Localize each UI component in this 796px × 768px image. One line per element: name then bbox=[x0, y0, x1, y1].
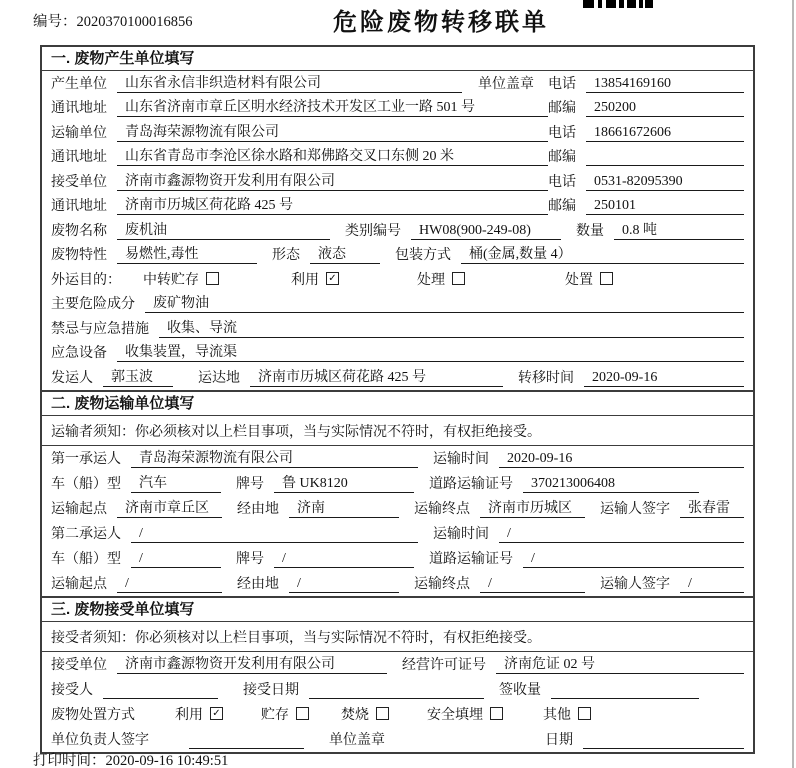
receiver-label: 接受单位 bbox=[51, 174, 107, 190]
time2-label: 运输时间 bbox=[433, 526, 489, 542]
row-waste-character bbox=[42, 243, 753, 268]
section2-header: 二. 废物运输单位填写 bbox=[42, 392, 753, 416]
row-waste-name bbox=[42, 218, 753, 243]
row-emergency-equipment bbox=[42, 341, 753, 366]
checkbox-item-other bbox=[543, 704, 591, 724]
unit-seal2-label: 单位盖章 bbox=[329, 732, 385, 748]
character-label: 废物特性 bbox=[51, 248, 107, 263]
unit-seal-label: 单位盖章 bbox=[478, 76, 534, 92]
checkbox-item-landfill bbox=[427, 704, 503, 724]
recipient-field bbox=[103, 683, 218, 699]
print-time bbox=[33, 749, 228, 768]
vehicle2-field: / bbox=[131, 551, 221, 568]
row-transfer-purpose bbox=[42, 267, 753, 292]
time1-field: 2020-09-16 bbox=[499, 451, 744, 468]
receive-date-label: 接受日期 bbox=[243, 682, 299, 698]
producer-field: 山东省永信非织造材料有限公司 bbox=[117, 76, 462, 93]
zip2-label: 邮编 bbox=[548, 150, 576, 165]
row-transporter-address bbox=[42, 145, 753, 170]
row-hazard-component bbox=[42, 292, 753, 317]
plate1-label: 牌号 bbox=[236, 476, 264, 492]
disposal-label: 废物处置方式 bbox=[51, 707, 135, 723]
transit-storage-label: 中转贮存 bbox=[143, 272, 199, 288]
addr1-label: 通讯地址 bbox=[51, 101, 107, 116]
transporter-label: 运输单位 bbox=[51, 125, 107, 141]
transfer-time-label: 转移时间 bbox=[518, 370, 574, 386]
consignor-label: 发运人 bbox=[51, 370, 93, 386]
row-vehicle2 bbox=[42, 546, 753, 571]
qr-code-fragment bbox=[583, 0, 653, 8]
category-field: HW08(900-249-08) bbox=[411, 223, 561, 240]
use-checkbox: ✓ bbox=[326, 272, 339, 285]
packing-field: 桶(金属,数量 4） bbox=[461, 247, 744, 264]
vehicle1-field: 汽车 bbox=[131, 476, 221, 493]
phone3-label: 电话 bbox=[548, 174, 576, 190]
sign2-label: 运输人签字 bbox=[600, 576, 670, 592]
character-field: 易燃性,毒性 bbox=[117, 247, 257, 264]
print-time-label: 打印时间： bbox=[33, 753, 106, 768]
transporter-field: 青岛海荣源物流有限公司 bbox=[117, 125, 548, 142]
permit2-field: / bbox=[523, 551, 744, 568]
section-transporter bbox=[42, 390, 753, 596]
checkbox-item-treat bbox=[417, 269, 465, 289]
burn-label: 焚烧 bbox=[341, 707, 369, 723]
taboo-label: 禁忌与应急措施 bbox=[51, 321, 149, 337]
zip1-field: 250200 bbox=[586, 100, 744, 117]
use2-checkbox: ✓ bbox=[210, 707, 223, 720]
unit-label: 接受单位 bbox=[51, 657, 107, 673]
plate2-field: / bbox=[274, 551, 414, 568]
via1-field: 济南 bbox=[289, 501, 399, 518]
carrier1-field: 青岛海荣源物流有限公司 bbox=[131, 451, 418, 468]
checkbox-item-dispose bbox=[565, 269, 613, 289]
checkbox-item-store bbox=[261, 704, 309, 724]
recipient-label: 接受人 bbox=[51, 682, 93, 698]
end1-field: 济南市历城区 bbox=[480, 501, 585, 518]
row-consignor bbox=[42, 365, 753, 390]
carrier2-label: 第二承运人 bbox=[51, 526, 121, 542]
via2-field: / bbox=[289, 576, 399, 593]
permit1-label: 道路运输证号 bbox=[429, 476, 513, 492]
phone3-field: 0531-82095390 bbox=[586, 174, 744, 191]
serial-value: 2020370100016856 bbox=[76, 14, 193, 30]
unit-field: 济南市鑫源物资开发利用有限公司 bbox=[117, 657, 387, 674]
section-receiver bbox=[42, 596, 753, 752]
phone1-label: 电话 bbox=[548, 76, 576, 92]
checkbox-item-burn bbox=[341, 704, 389, 724]
transfer-time-field: 2020-09-16 bbox=[584, 370, 744, 387]
zip3-label: 邮编 bbox=[548, 199, 576, 214]
waste-name-field: 废机油 bbox=[117, 223, 330, 240]
row-receiving-unit bbox=[42, 652, 753, 677]
origin1-label: 运输起点 bbox=[51, 501, 107, 517]
addr2-field: 山东省青岛市李沧区徐水路和郑佛路交叉口东侧 20 米 bbox=[117, 149, 548, 166]
permit1-field: 370213006408 bbox=[523, 476, 699, 493]
equip-label: 应急设备 bbox=[51, 346, 107, 361]
row-responsible-signature bbox=[42, 727, 753, 752]
receiver-field: 济南市鑫源物资开发利用有限公司 bbox=[117, 174, 548, 191]
waste-name-label: 废物名称 bbox=[51, 223, 107, 239]
use-label: 利用 bbox=[291, 272, 319, 288]
end1-label: 运输终点 bbox=[414, 501, 470, 517]
amount-label: 签收量 bbox=[499, 682, 541, 698]
row-producer-address bbox=[42, 96, 753, 121]
sign-field bbox=[189, 733, 304, 749]
serial-label: 编号： bbox=[33, 14, 77, 30]
end2-label: 运输终点 bbox=[414, 576, 470, 592]
burn-checkbox bbox=[376, 707, 389, 720]
form-field: 液态 bbox=[310, 247, 380, 264]
row-taboo-measures bbox=[42, 316, 753, 341]
sign-label: 单位负责人签字 bbox=[51, 732, 149, 748]
equip-field: 收集装置，导流渠 bbox=[117, 345, 744, 362]
row-route2 bbox=[42, 571, 753, 596]
license-label: 经营许可证号 bbox=[402, 657, 486, 673]
carrier1-label: 第一承运人 bbox=[51, 451, 121, 467]
origin2-field: / bbox=[117, 576, 222, 593]
origin1-field: 济南市章丘区 bbox=[117, 501, 222, 518]
time2-field: / bbox=[499, 526, 744, 543]
plate2-label: 牌号 bbox=[236, 551, 264, 567]
vehicle1-label: 车（船）型 bbox=[51, 476, 121, 492]
other-checkbox bbox=[578, 707, 591, 720]
landfill-label: 安全填埋 bbox=[427, 707, 483, 723]
plate1-field: 鲁 UK8120 bbox=[274, 476, 414, 493]
addr3-field: 济南市历城区荷花路 425 号 bbox=[117, 198, 548, 215]
origin2-label: 运输起点 bbox=[51, 576, 107, 592]
use2-label: 利用 bbox=[175, 707, 203, 723]
row-recipient bbox=[42, 677, 753, 702]
section1-header: 一. 废物产生单位填写 bbox=[42, 47, 753, 71]
date2-label: 日期 bbox=[545, 732, 573, 748]
row-vehicle1 bbox=[42, 471, 753, 496]
form-label: 形态 bbox=[272, 248, 300, 263]
hazard-label: 主要危险成分 bbox=[51, 297, 135, 312]
checkbox-item-use bbox=[291, 269, 339, 289]
page-edge-divider bbox=[792, 0, 794, 768]
sign2-field: / bbox=[680, 576, 744, 593]
landfill-checkbox bbox=[490, 707, 503, 720]
consignor-field: 郭玉波 bbox=[103, 370, 173, 387]
purpose-label: 外运目的： bbox=[51, 272, 121, 288]
dest-label: 运达地 bbox=[198, 370, 240, 386]
store-checkbox bbox=[296, 707, 309, 720]
form-table bbox=[40, 45, 755, 754]
section-producer bbox=[42, 47, 753, 390]
category-label: 类别编号 bbox=[345, 223, 401, 239]
print-time-value: 2020-09-16 10:49:51 bbox=[105, 753, 229, 768]
dispose-label: 处置 bbox=[565, 272, 593, 288]
row-first-carrier bbox=[42, 446, 753, 471]
addr1-field: 山东省济南市章丘区明水经济技术开发区工业一路 501 号 bbox=[117, 100, 548, 117]
dest-field: 济南市历城区荷花路 425 号 bbox=[250, 370, 503, 387]
taboo-field: 收集、导流 bbox=[159, 321, 744, 338]
row-second-carrier bbox=[42, 521, 753, 546]
dispose-checkbox bbox=[600, 272, 613, 285]
via2-label: 经由地 bbox=[237, 576, 279, 592]
time1-label: 运输时间 bbox=[433, 451, 489, 467]
hazard-field: 废矿物油 bbox=[145, 296, 744, 313]
row-transporter bbox=[42, 120, 753, 145]
date2-field bbox=[583, 733, 744, 749]
treat-checkbox bbox=[452, 272, 465, 285]
row-route1 bbox=[42, 496, 753, 521]
zip1-label: 邮编 bbox=[548, 101, 576, 116]
license-field: 济南危证 02 号 bbox=[496, 657, 744, 674]
transit-storage-checkbox bbox=[206, 272, 219, 285]
permit2-label: 道路运输证号 bbox=[429, 551, 513, 567]
receive-date-field bbox=[309, 683, 484, 699]
zip2-field bbox=[586, 150, 744, 166]
packing-label: 包装方式 bbox=[395, 248, 451, 263]
row-disposal-method bbox=[42, 702, 753, 727]
transporter-notice: 运输者须知：你必须核对以上栏目事项，当与实际情况不符时，有权拒绝接受。 bbox=[42, 416, 753, 446]
sign1-field: 张春雷 bbox=[680, 501, 744, 518]
via1-label: 经由地 bbox=[237, 501, 279, 517]
qty-label: 数量 bbox=[576, 223, 604, 239]
end2-field: / bbox=[480, 576, 585, 593]
phone1-field: 13854169160 bbox=[586, 76, 744, 93]
vehicle2-label: 车（船）型 bbox=[51, 551, 121, 567]
page-title: 危险废物转移联单 bbox=[333, 9, 549, 36]
carrier2-field: / bbox=[131, 526, 418, 543]
amount-field bbox=[551, 683, 699, 699]
store-label: 贮存 bbox=[261, 707, 289, 723]
producer-label: 产生单位 bbox=[51, 76, 107, 92]
phone2-label: 电话 bbox=[548, 125, 576, 141]
checkbox-item-use2 bbox=[175, 704, 223, 724]
checkbox-item-transit-storage bbox=[143, 269, 219, 289]
receiver-notice: 接受者须知：你必须核对以上栏目事项，当与实际情况不符时，有权拒绝接受。 bbox=[42, 622, 753, 652]
row-receiver-address bbox=[42, 194, 753, 219]
row-producer bbox=[42, 71, 753, 96]
qty-field: 0.8 吨 bbox=[614, 223, 744, 240]
addr3-label: 通讯地址 bbox=[51, 199, 107, 214]
sign1-label: 运输人签字 bbox=[600, 501, 670, 517]
addr2-label: 通讯地址 bbox=[51, 150, 107, 165]
serial-number bbox=[33, 10, 193, 31]
treat-label: 处理 bbox=[417, 272, 445, 288]
phone2-field: 18661672606 bbox=[586, 125, 744, 142]
zip3-field: 250101 bbox=[586, 198, 744, 215]
section3-header: 三. 废物接受单位填写 bbox=[42, 598, 753, 622]
other-label: 其他 bbox=[543, 707, 571, 723]
row-receiver bbox=[42, 169, 753, 194]
